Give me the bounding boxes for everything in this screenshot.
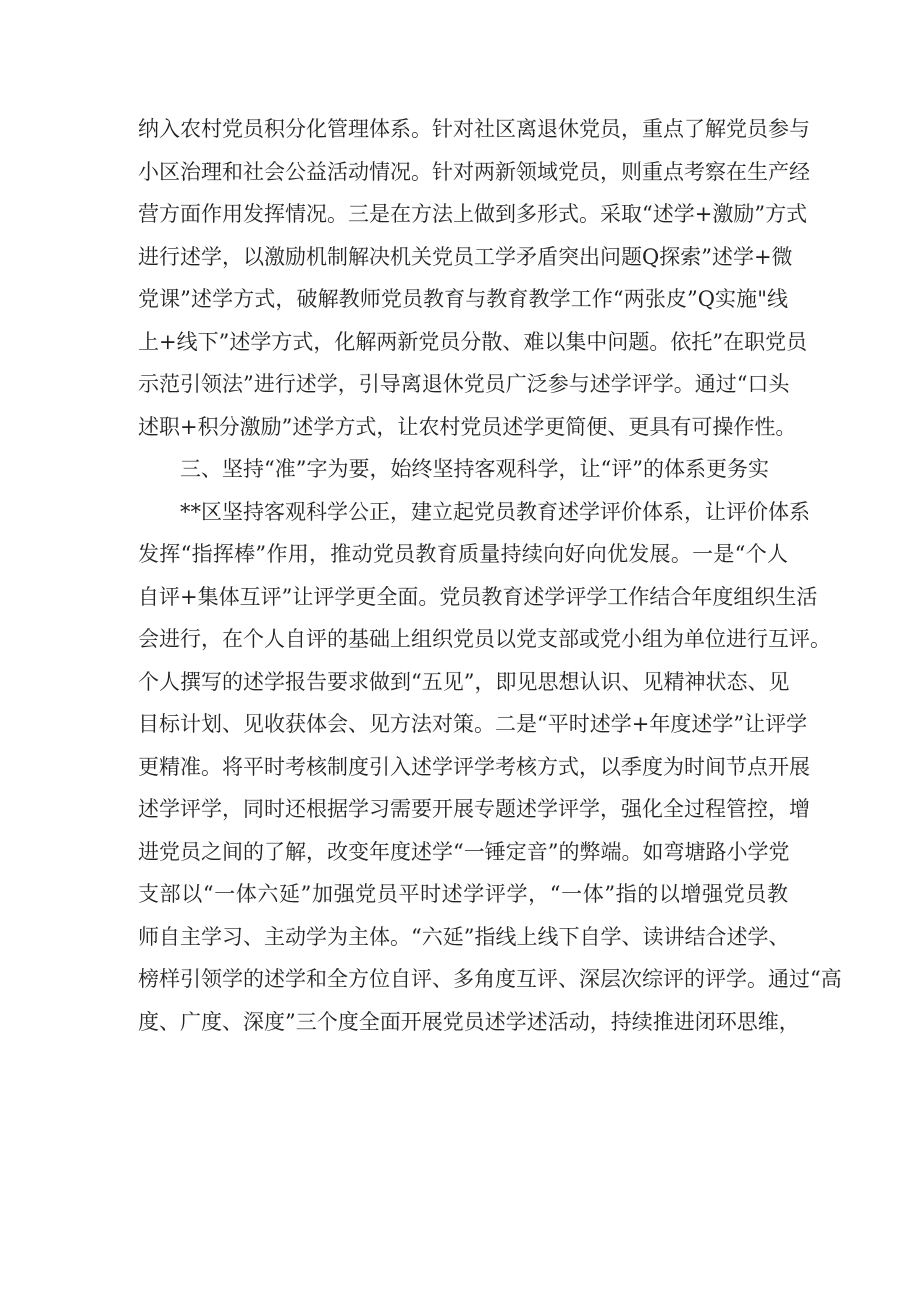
- paragraph-line: 更精准。将平时考核制度引入述学评学考核方式，以季度为时间节点开展: [138, 754, 810, 779]
- paragraph-line: **区坚持客观科学公正，建立起党员教育述学评价体系，让评价体系: [180, 499, 810, 524]
- paragraph-line: 榜样引领学的述学和全方位自评、多角度互评、深层次综评的评学。通过“高: [138, 967, 842, 991]
- paragraph-line: 师自主学习、主动学为主体。“六延”指线上线下自学、读讲结合述学、: [138, 924, 790, 949]
- paragraph-line: 目标计划、见收获体会、见方法对策。二是“平时述学+年度述学”让评学: [138, 712, 808, 736]
- paragraph-line: 支部以“一体六延”加强党员平时述学评学，“一体”指的以增强党员教: [138, 882, 788, 906]
- paragraph-line: 党课”述学方式，破解教师党员教育与教育教学工作“两张皮”Q实施"线: [138, 287, 788, 311]
- paragraph-line: 示范引领法”进行述学，引导离退休党员广泛参与述学评学。通过“口头: [138, 372, 790, 396]
- paragraph-line: 营方面作用发挥情况。三是在方法上做到多形式。采取“述学+激励”方式: [138, 202, 808, 226]
- paragraph-line: 进行述学，以激励机制解决机关党员工学矛盾突出问题Q探索”述学+微: [138, 244, 793, 269]
- paragraph-line: 自评+集体互评”让评学更全面。党员教育述学评学工作结合年度组织生活: [138, 584, 818, 609]
- paragraph-line: 进党员之间的了解，改变年度述学“一锤定音”的弊端。如弯塘路小学党: [138, 839, 790, 864]
- document-body: [138, 108, 842, 1043]
- paragraph-line: 度、广度、深度”三个度全面开展党员述学述活动，持续推进闭环思维，: [138, 1009, 800, 1034]
- paragraph-line: 发挥“指挥棒”作用，推动党员教育质量持续向好向优发展。一是“个人: [138, 542, 788, 566]
- paragraph-line: 个人撰写的述学报告要求做到“五见”，即见思想认识、见精神状态、见: [138, 669, 790, 694]
- paragraph-line: 纳入农村党员积分化管理体系。针对社区离退休党员，重点了解党员参与: [138, 117, 810, 141]
- paragraph-line: 小区治理和社会公益活动情况。针对两新领域党员，则重点考察在生产经: [138, 159, 810, 184]
- paragraph-line: 会进行，在个人自评的基础上组织党员以党支部或党小组为单位进行互评。: [138, 627, 831, 651]
- paragraph-line: 上+线下”述学方式，化解两新党员分散、难以集中问题。依托”在职党员: [138, 329, 808, 354]
- section-heading: 三、坚持“准”字为要，始终坚持客观科学，让“评”的体系更务实: [180, 457, 769, 481]
- paragraph-line: 述学评学，同时还根据学习需要开展专题述学评学，强化全过程管控，增: [138, 797, 810, 821]
- paragraph-line: 述职+积分激励”述学方式，让农村党员述学更简便、更具有可操作性。: [138, 414, 797, 439]
